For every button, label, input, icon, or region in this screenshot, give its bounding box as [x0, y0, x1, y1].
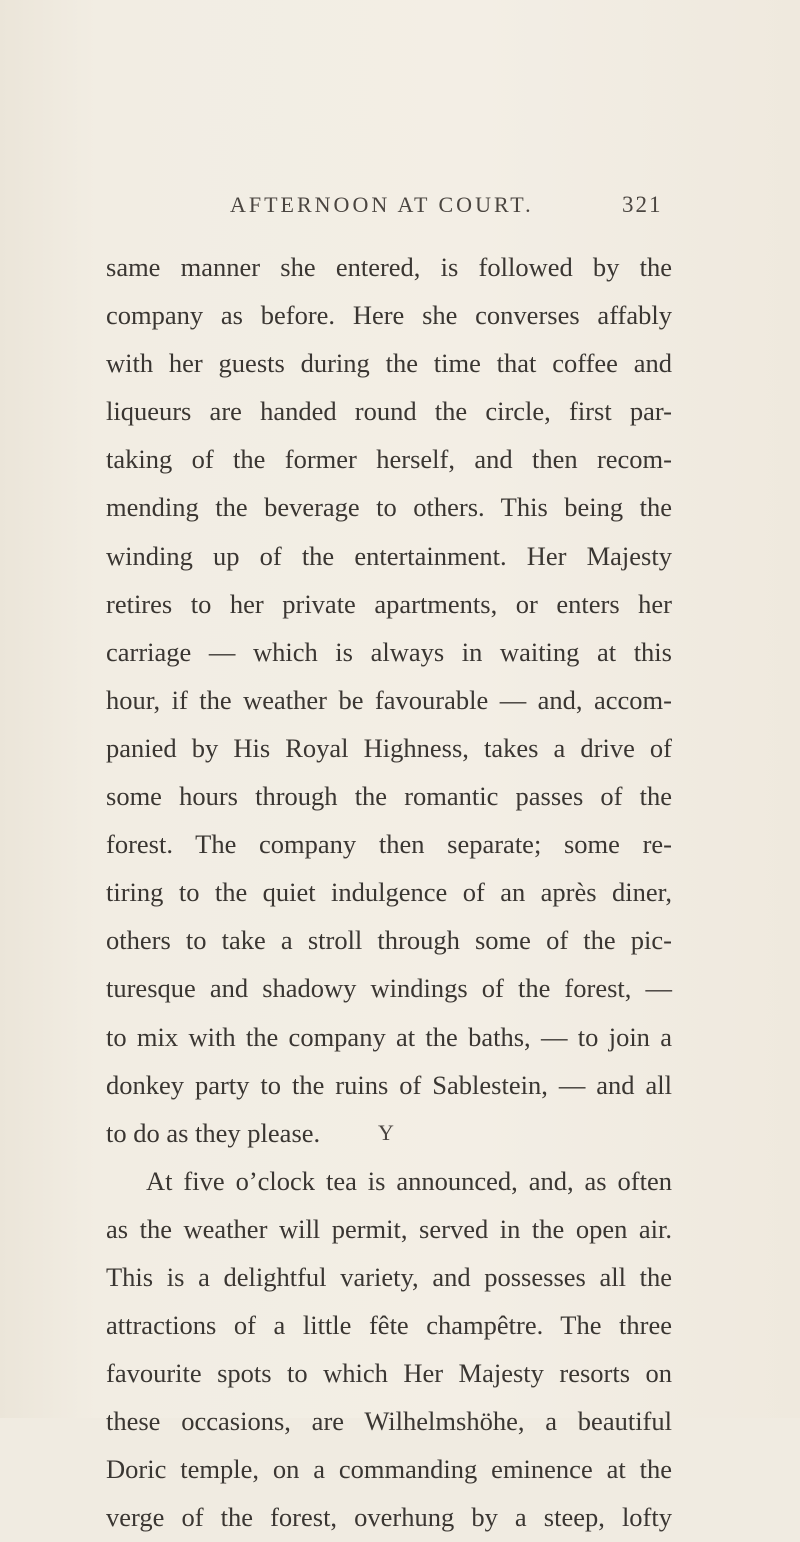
page-header — [0, 192, 800, 232]
text-line: taking of the former herself, and then recom- — [106, 444, 672, 475]
text-line: mending the beverage to others. This being the — [106, 492, 672, 523]
text-line: winding up of the entertainment. Her Majesty — [106, 540, 672, 571]
running-head: AFTERNOON AT COURT. — [230, 192, 534, 217]
text-line: favourite spots to which Her Majesty resorts on — [106, 1358, 672, 1389]
text-line: liqueurs are handed round the circle, first par- — [106, 396, 672, 427]
text-line: these occasions, are Wilhelmshöhe, a beautiful — [106, 1406, 672, 1437]
text-line: verge of the forest, overhung by a steep, lofty — [106, 1502, 672, 1533]
text-line: others to take a stroll through some of the pic- — [106, 925, 672, 956]
text-line: tiring to the quiet indulgence of an après diner, — [106, 877, 672, 908]
text-line: carriage — which is always in waiting at this — [106, 636, 672, 667]
body-text — [106, 243, 672, 1542]
text-line: attractions of a little fête champêtre. The three — [106, 1310, 672, 1341]
text-line: as the weather will permit, served in the open air. — [106, 1213, 672, 1244]
page-number: 321 — [622, 192, 663, 217]
text-line: retires to her private apartments, or enters her — [106, 588, 672, 619]
text-line: company as before. Here she converses affably — [106, 300, 672, 331]
text-line: with her guests during the time that coffee and — [106, 348, 672, 379]
paragraph-start-line: At five o’clock tea is announced, and, as often — [146, 1165, 672, 1196]
text-line: hour, if the weather be favourable — and, accom- — [106, 684, 672, 715]
text-line: forest. The company then separate; some re- — [106, 829, 672, 860]
text-line: Doric temple, on a commanding eminence at the — [106, 1454, 672, 1485]
text-line: panied by His Royal Highness, takes a drive of — [106, 732, 672, 763]
text-line: turesque and shadowy windings of the forest, — — [106, 973, 672, 1004]
text-line: same manner she entered, is followed by the — [106, 252, 672, 282]
text-line: to mix with the company at the baths, — to join a — [106, 1021, 672, 1052]
text-line: This is a delightful variety, and possesses all the — [106, 1261, 672, 1292]
signature-mark: Y — [378, 1120, 394, 1145]
text-line: some hours through the romantic passes of the — [106, 781, 672, 812]
text-line: to do as they please. — [106, 1117, 321, 1148]
text-line: donkey party to the ruins of Sablestein, — and all — [106, 1069, 672, 1100]
